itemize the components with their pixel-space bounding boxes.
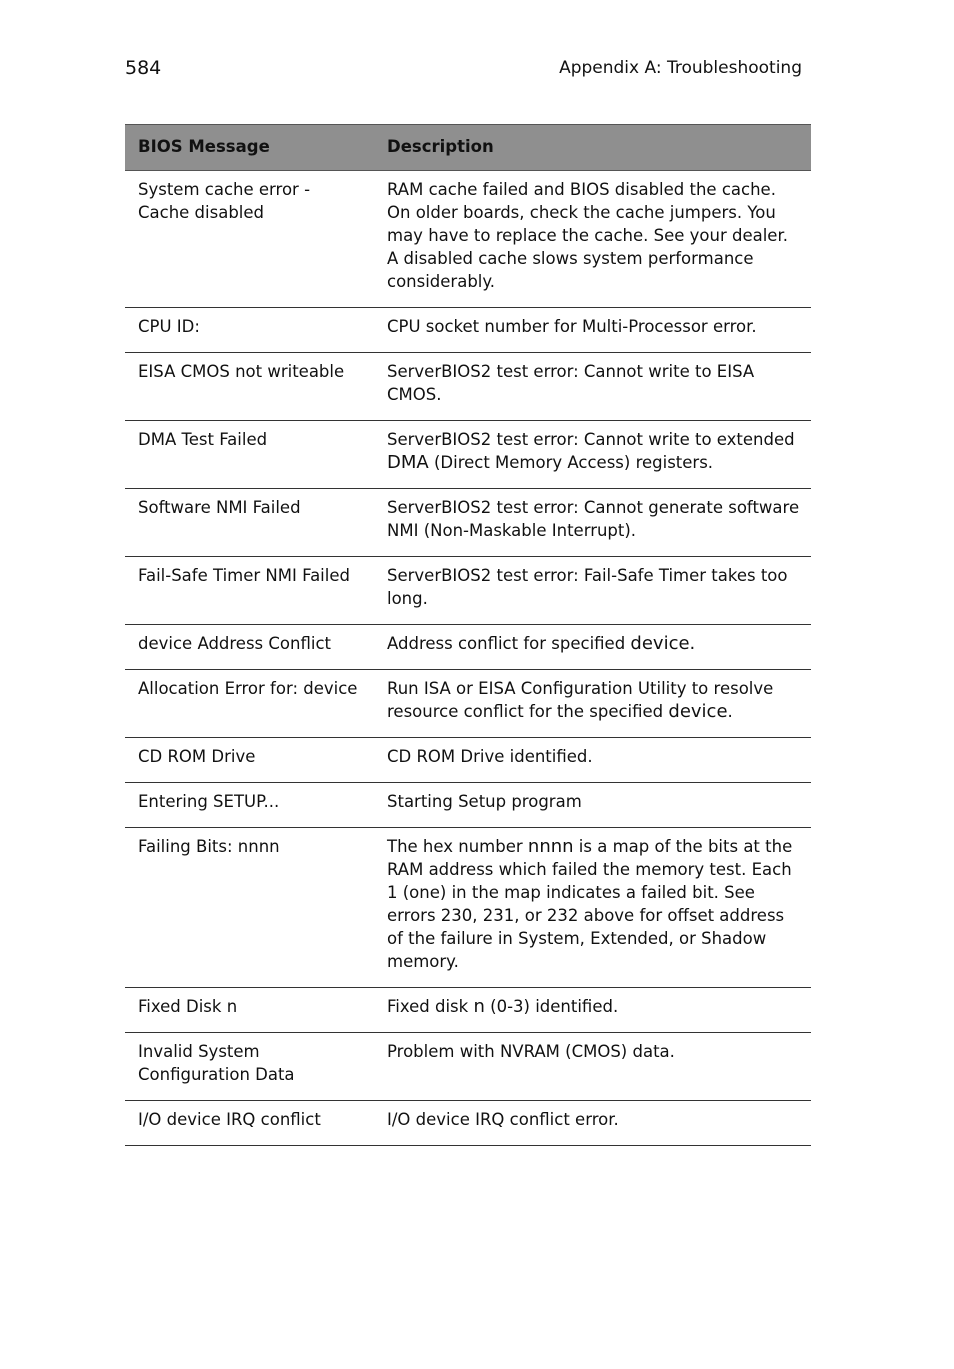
description-text: RAM cache failed and BIOS disabled the cache. On older boards, check the cache jumpers. You may have to replace the cache. See your dealer. A disabled cache slows system performance considerably. bbox=[387, 180, 788, 291]
description-text: . bbox=[727, 702, 733, 721]
table-row bbox=[125, 738, 811, 783]
table-row bbox=[125, 625, 811, 670]
description-text: Fixed disk bbox=[387, 997, 474, 1016]
bios-message-table bbox=[125, 124, 811, 1146]
table-row bbox=[125, 353, 811, 421]
description-text: Run ISA or EISA Configuration Utility to resolve resource conflict for the specified bbox=[387, 679, 774, 721]
description-cell bbox=[374, 670, 811, 738]
column-header-description: Description bbox=[374, 125, 811, 171]
emphasized-term: n bbox=[473, 996, 485, 1017]
description-text: CD ROM Drive identified. bbox=[387, 747, 593, 766]
description-text: The hex number bbox=[387, 837, 528, 856]
table-row bbox=[125, 1101, 811, 1146]
emphasized-term: device. bbox=[630, 633, 696, 654]
description-text: (Direct Memory Access) registers. bbox=[428, 453, 714, 472]
bios-message-cell: CD ROM Drive bbox=[125, 738, 374, 783]
bios-message-cell: I/O device IRQ conflict bbox=[125, 1101, 374, 1146]
description-cell bbox=[374, 1033, 811, 1101]
table-row bbox=[125, 988, 811, 1033]
description-cell bbox=[374, 171, 811, 308]
bios-message-cell: CPU ID: bbox=[125, 308, 374, 353]
column-header-bios-message: BIOS Message bbox=[125, 125, 374, 171]
description-cell bbox=[374, 1101, 811, 1146]
bios-message-cell: EISA CMOS not writeable bbox=[125, 353, 374, 421]
emphasized-term: nnnn bbox=[527, 836, 574, 857]
description-cell bbox=[374, 738, 811, 783]
description-cell bbox=[374, 783, 811, 828]
description-text: ServerBIOS2 test error: Cannot generate software NMI (Non-Maskable Interrupt). bbox=[387, 498, 800, 540]
description-text: Starting Setup program bbox=[387, 792, 582, 811]
bios-message-cell: device Address Conflict bbox=[125, 625, 374, 670]
bios-message-cell: Allocation Error for: device bbox=[125, 670, 374, 738]
bios-message-cell: Entering SETUP... bbox=[125, 783, 374, 828]
table-row bbox=[125, 308, 811, 353]
running-header: Appendix A: Troubleshooting bbox=[559, 58, 802, 78]
bios-message-cell: Invalid System Configuration Data bbox=[125, 1033, 374, 1101]
table-row bbox=[125, 557, 811, 625]
description-cell bbox=[374, 828, 811, 988]
description-text: is a map of the bits at the RAM address which failed the memory test. Each 1 (one) in the map indicates a failed bit. See errors 230, 231, or 232 above for offset address of the failure in System, Extended, or Shadow memory. bbox=[387, 837, 793, 971]
table-header-row bbox=[125, 125, 811, 171]
bios-message-cell: Failing Bits: nnnn bbox=[125, 828, 374, 988]
table-row bbox=[125, 670, 811, 738]
bios-message-cell: System cache error - Cache disabled bbox=[125, 171, 374, 308]
bios-message-cell: DMA Test Failed bbox=[125, 421, 374, 489]
page-number: 584 bbox=[125, 57, 162, 79]
description-text: Problem with NVRAM (CMOS) data. bbox=[387, 1042, 675, 1061]
emphasized-term: DMA bbox=[387, 452, 429, 473]
description-cell bbox=[374, 988, 811, 1033]
table-row bbox=[125, 421, 811, 489]
description-text: ServerBIOS2 test error: Fail-Safe Timer takes too long. bbox=[387, 566, 788, 608]
table-row bbox=[125, 171, 811, 308]
table-row bbox=[125, 828, 811, 988]
description-cell bbox=[374, 625, 811, 670]
description-cell bbox=[374, 308, 811, 353]
description-cell bbox=[374, 557, 811, 625]
description-cell bbox=[374, 421, 811, 489]
description-text: (0-3) identified. bbox=[484, 997, 619, 1016]
description-text: ServerBIOS2 test error: Cannot write to EISA CMOS. bbox=[387, 362, 755, 404]
bios-message-cell: Software NMI Failed bbox=[125, 489, 374, 557]
description-text: CPU socket number for Multi-Processor error. bbox=[387, 317, 757, 336]
description-cell bbox=[374, 489, 811, 557]
table-row bbox=[125, 783, 811, 828]
description-text: Address conflict for specified bbox=[387, 634, 631, 653]
description-cell bbox=[374, 353, 811, 421]
table-row bbox=[125, 1033, 811, 1101]
description-text: ServerBIOS2 test error: Cannot write to extended bbox=[387, 430, 795, 449]
description-text: I/O device IRQ conflict error. bbox=[387, 1110, 619, 1129]
bios-message-cell: Fixed Disk n bbox=[125, 988, 374, 1033]
emphasized-term: device bbox=[668, 701, 728, 722]
bios-message-cell: Fail-Safe Timer NMI Failed bbox=[125, 557, 374, 625]
table-row bbox=[125, 489, 811, 557]
